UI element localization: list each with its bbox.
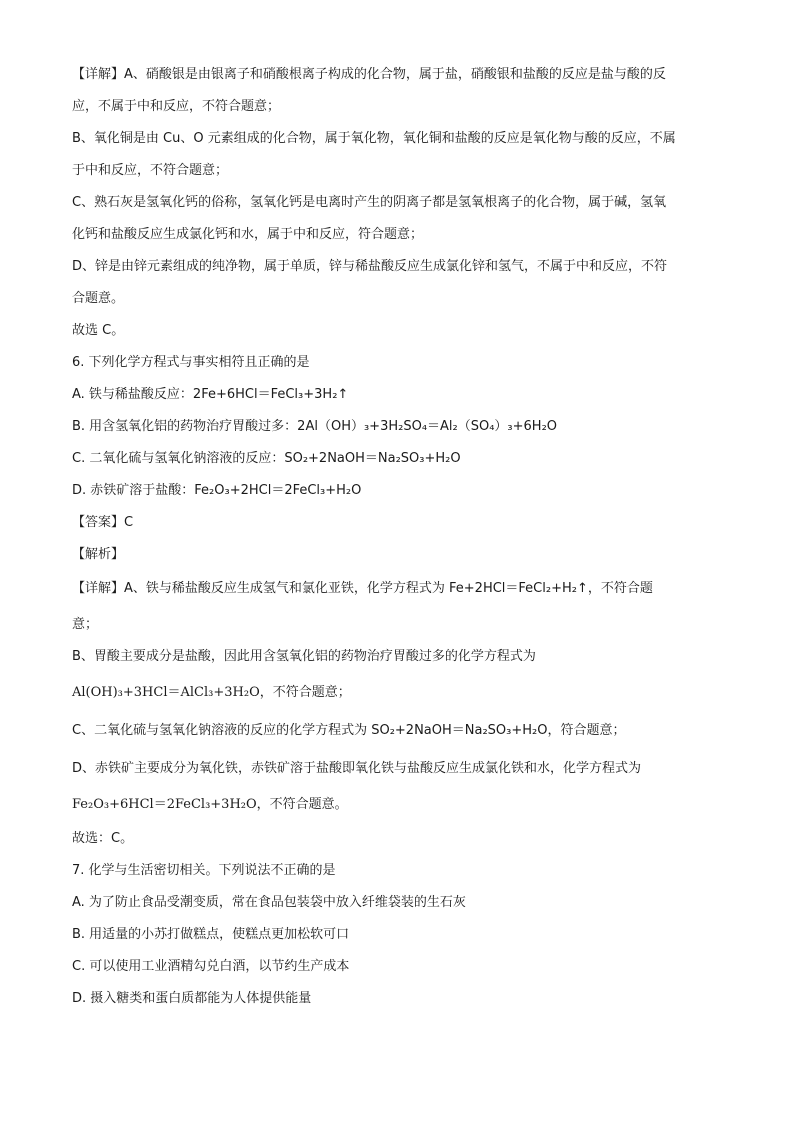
q7-option-b: B. 用适量的小苏打做糕点，使糕点更加松软可口	[72, 927, 350, 942]
q7-option-c: C. 可以使用工业酒精勾兑白酒，以节约生产成本	[72, 959, 350, 974]
q6-option-c: C. 二氧化硫与氢氧化钠溶液的反应：SO₂+2NaOH＝Na₂SO₃+H₂O	[72, 451, 461, 466]
q5-final-choice: 故选 C。	[72, 323, 125, 338]
q7-option-a: A. 为了防止食品受潮变质，常在食品包装袋中放入纤维袋装的生石灰	[72, 895, 466, 910]
q6-option-b: B. 用含氢氧化铝的药物治疗胃酸过多：2Al（OH）₃+3H₂SO₄＝Al₂（SO₄）₃+6H₂O	[72, 419, 558, 434]
q6-detail-equation-d: Fe₂O₃+6HCl＝2FeCl₃+3H₂O，不符合题意。	[72, 797, 348, 812]
q5-explanation-line-5: C、熟石灰是氢氧化钙的俗称，氢氧化钙是电离时产生的阴离子都是氢氧根离子的化合物，属于碱，氢氧	[72, 195, 667, 210]
q6-detail-line-2: 意；	[72, 617, 99, 632]
q6-detail-line-3: B、胃酸主要成分是盐酸，因此用含氢氧化铝的药物治疗胃酸过多的化学方程式为	[72, 649, 536, 664]
q7-stem: 7. 化学与生活密切相关。下列说法不正确的是	[72, 863, 336, 878]
q6-final-choice: 故选：C。	[72, 831, 134, 846]
q5-explanation-line-6: 化钙和盐酸反应生成氯化钙和水，属于中和反应，符合题意；	[72, 227, 424, 242]
q5-explanation-line-1: 【详解】A、硝酸银是由银离子和硝酸根离子构成的化合物，属于盐，硝酸银和盐酸的反应是盐与酸的反	[72, 67, 666, 82]
q6-detail-equation-b: Al(OH)₃+3HCl＝AlCl₃+3H₂O，不符合题意；	[72, 685, 351, 700]
q5-explanation-line-4: 于中和反应，不符合题意；	[72, 163, 229, 178]
q5-explanation-line-8: 合题意。	[72, 291, 125, 306]
q7-option-d: D. 摄入糖类和蛋白质都能为人体提供能量	[72, 991, 312, 1006]
q5-explanation-line-3: B、氧化铜是由 Cu、O 元素组成的化合物，属于氧化物，氧化铜和盐酸的反应是氧化物与酸的反应，不属	[72, 131, 676, 146]
q6-detail-line-1: 【详解】A、铁与稀盐酸反应生成氢气和氯化亚铁，化学方程式为 Fe+2HCl＝FeCl₂+H₂↑，不符合题	[72, 581, 653, 596]
q5-explanation-line-7: D、锌是由锌元素组成的纯净物，属于单质，锌与稀盐酸反应生成氯化锌和氢气，不属于中和反应，不符	[72, 259, 668, 274]
q5-explanation-line-2: 应，不属于中和反应，不符合题意；	[72, 99, 281, 114]
q6-stem: 6. 下列化学方程式与事实相符且正确的是	[72, 355, 310, 370]
q6-option-a: A. 铁与稀盐酸反应：2Fe+6HCl＝FeCl₃+3H₂↑	[72, 387, 349, 402]
q6-answer: 【答案】C	[72, 515, 134, 530]
q6-option-d: D. 赤铁矿溶于盐酸：Fe₂O₃+2HCl＝2FeCl₃+H₂O	[72, 483, 362, 498]
q6-detail-line-5: C、二氧化硫与氢氧化钠溶液的反应的化学方程式为 SO₂+2NaOH＝Na₂SO₃+H₂O，符合题意；	[72, 723, 626, 738]
q6-analysis-heading: 【解析】	[72, 547, 125, 562]
q6-detail-line-6: D、赤铁矿主要成分为氧化铁，赤铁矿溶于盐酸即氧化铁与盐酸反应生成氯化铁和水，化学方程式为	[72, 761, 642, 776]
